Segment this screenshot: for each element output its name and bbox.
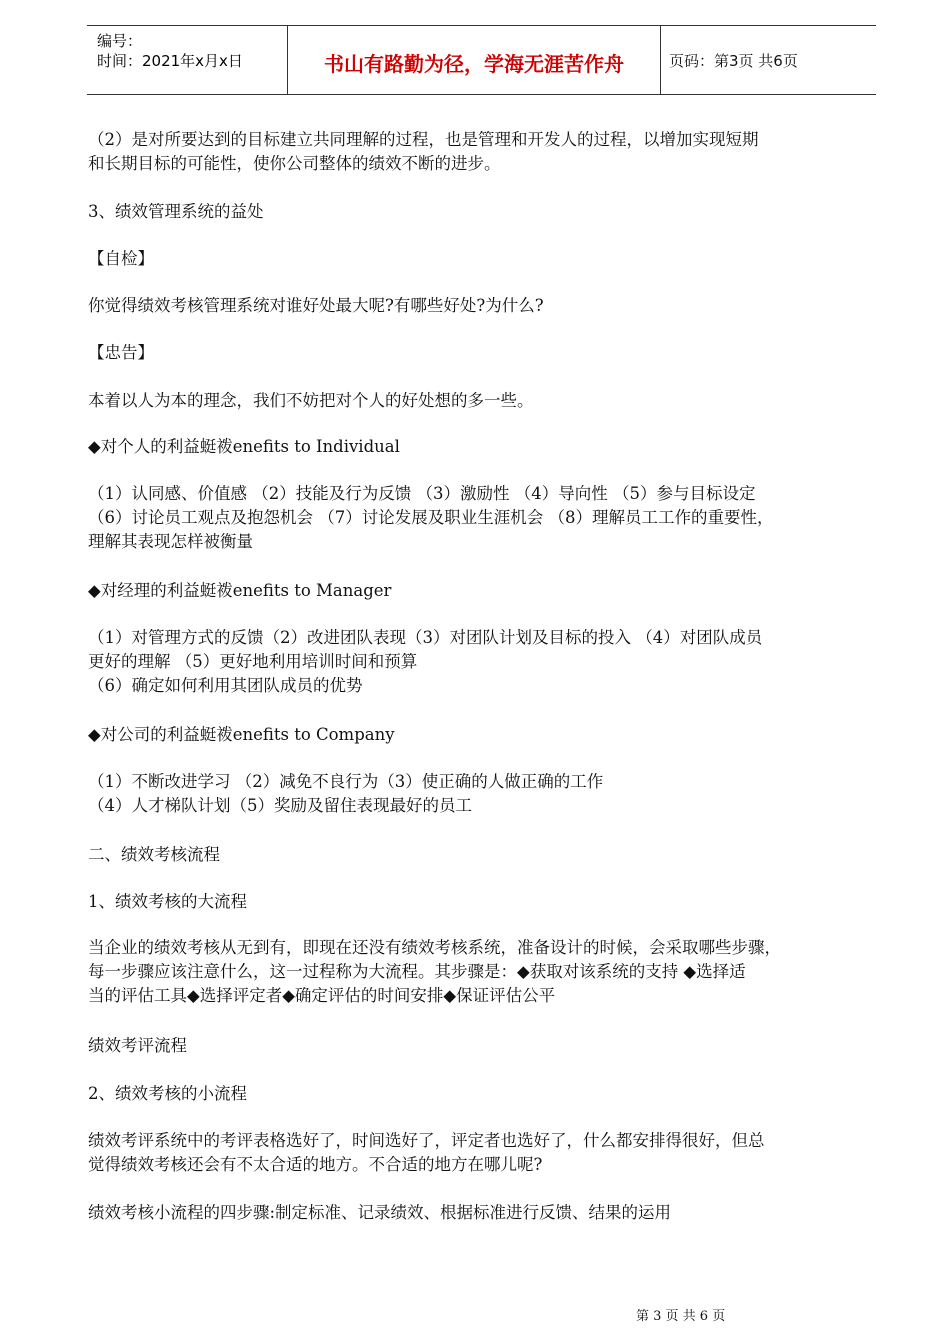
- paragraph: [88, 936, 878, 1008]
- text-line: 每一步骤应该注意什么，这一过程称为大流程。其步骤是：◆获取对该系统的支持 ◆选择适: [88, 962, 746, 981]
- text-line: 觉得绩效考核还会有不太合适的地方。不合适的地方在哪儿呢?: [88, 1155, 543, 1174]
- paragraph: [88, 294, 878, 318]
- text-line: （1）不断改进学习 （2）减免不良行为（3）使正确的人做正确的工作: [88, 772, 604, 791]
- text-line: 更好的理解 （5）更好地利用培训时间和预算: [88, 652, 418, 671]
- header-meta: [87, 26, 287, 94]
- text-line: 理解其表现怎样被衡量: [88, 532, 253, 551]
- text-line: 绩效考核小流程的四步骤:制定标准、记录绩效、根据标准进行反馈、结果的运用: [88, 1203, 672, 1222]
- text-line: 本着以人为本的理念，我们不妨把对个人的好处想的多一些。: [88, 391, 534, 410]
- text-line: ◆对公司的利益蜓袯enefits to Company: [88, 725, 395, 744]
- section-heading: [88, 843, 878, 867]
- page-footer: 第 3 页 共 6 页: [636, 1309, 726, 1324]
- paragraph: [88, 1129, 878, 1177]
- document-time-label: 时间：2021年x月x日: [97, 52, 243, 70]
- text-line: 绩效考评流程: [88, 1036, 187, 1055]
- section-heading: [88, 1082, 878, 1106]
- text-line: 当的评估工具◆选择评定者◆确定评估的时间安排◆保证评估公平: [88, 986, 556, 1005]
- text-line: （4）人才梯队计划（5）奖励及留住表现最好的员工: [88, 796, 472, 815]
- text-line: ◆对经理的利益蜓袯enefits to Manager: [88, 581, 392, 600]
- text-line: 你觉得绩效考核管理系统对谁好处最大呢?有哪些好处?为什么?: [88, 296, 544, 315]
- page-header: [87, 25, 876, 95]
- header-motto: 书山有路勤为径，学海无涯苦作舟: [324, 52, 624, 76]
- text-line: （1）认同感、价值感 （2）技能及行为反馈 （3）激励性 （4）导向性 （5）参与目标设定: [88, 484, 756, 503]
- paragraph: [88, 626, 878, 698]
- paragraph: [88, 247, 878, 271]
- text-line: 二、绩效考核流程: [88, 845, 220, 864]
- text-line: 和长期目标的可能性，使你公司整体的绩效不断的进步。: [88, 154, 501, 173]
- section-heading: [88, 200, 878, 224]
- paragraph: [88, 770, 878, 818]
- text-line: （6）讨论员工观点及抱怨机会 （7）讨论发展及职业生涯机会 （8）理解员工工作的重要性，: [88, 508, 774, 527]
- text-line: 1、绩效考核的大流程: [88, 892, 247, 911]
- bullet-heading: [88, 435, 878, 459]
- bullet-heading: [88, 579, 878, 603]
- text-line: 【忠告】: [88, 343, 154, 362]
- paragraph: [88, 389, 878, 413]
- bullet-heading: [88, 723, 878, 747]
- text-line: （6）确定如何利用其团队成员的优势: [88, 676, 363, 695]
- paragraph: [88, 1034, 878, 1058]
- header-motto-cell: [287, 26, 661, 94]
- paragraph: [88, 482, 878, 554]
- section-heading: [88, 890, 878, 914]
- text-line: （1）对管理方式的反馈（2）改进团队表现（3）对团队计划及目标的投入 （4）对团队成员: [88, 628, 763, 647]
- text-line: 2、绩效考核的小流程: [88, 1084, 247, 1103]
- text-line: （2）是对所要达到的目标建立共同理解的过程，也是管理和开发人的过程，以增加实现短期: [88, 130, 759, 149]
- header-page-label: 页码：第3页 共6页: [669, 52, 798, 70]
- text-line: 当企业的绩效考核从无到有，即现在还没有绩效考核系统，准备设计的时候，会采取哪些步骤，: [88, 938, 781, 957]
- paragraph: [88, 128, 878, 176]
- text-line: ◆对个人的利益蜓袯enefits to Individual: [88, 437, 400, 456]
- paragraph: [88, 341, 878, 365]
- text-line: 3、绩效管理系统的益处: [88, 202, 264, 221]
- document-number-label: 编号：: [97, 32, 143, 50]
- text-line: 绩效考评系统中的考评表格选好了，时间选好了，评定者也选好了，什么都安排得很好，但总: [88, 1131, 765, 1150]
- text-line: 【自检】: [88, 249, 154, 268]
- paragraph: [88, 1201, 878, 1225]
